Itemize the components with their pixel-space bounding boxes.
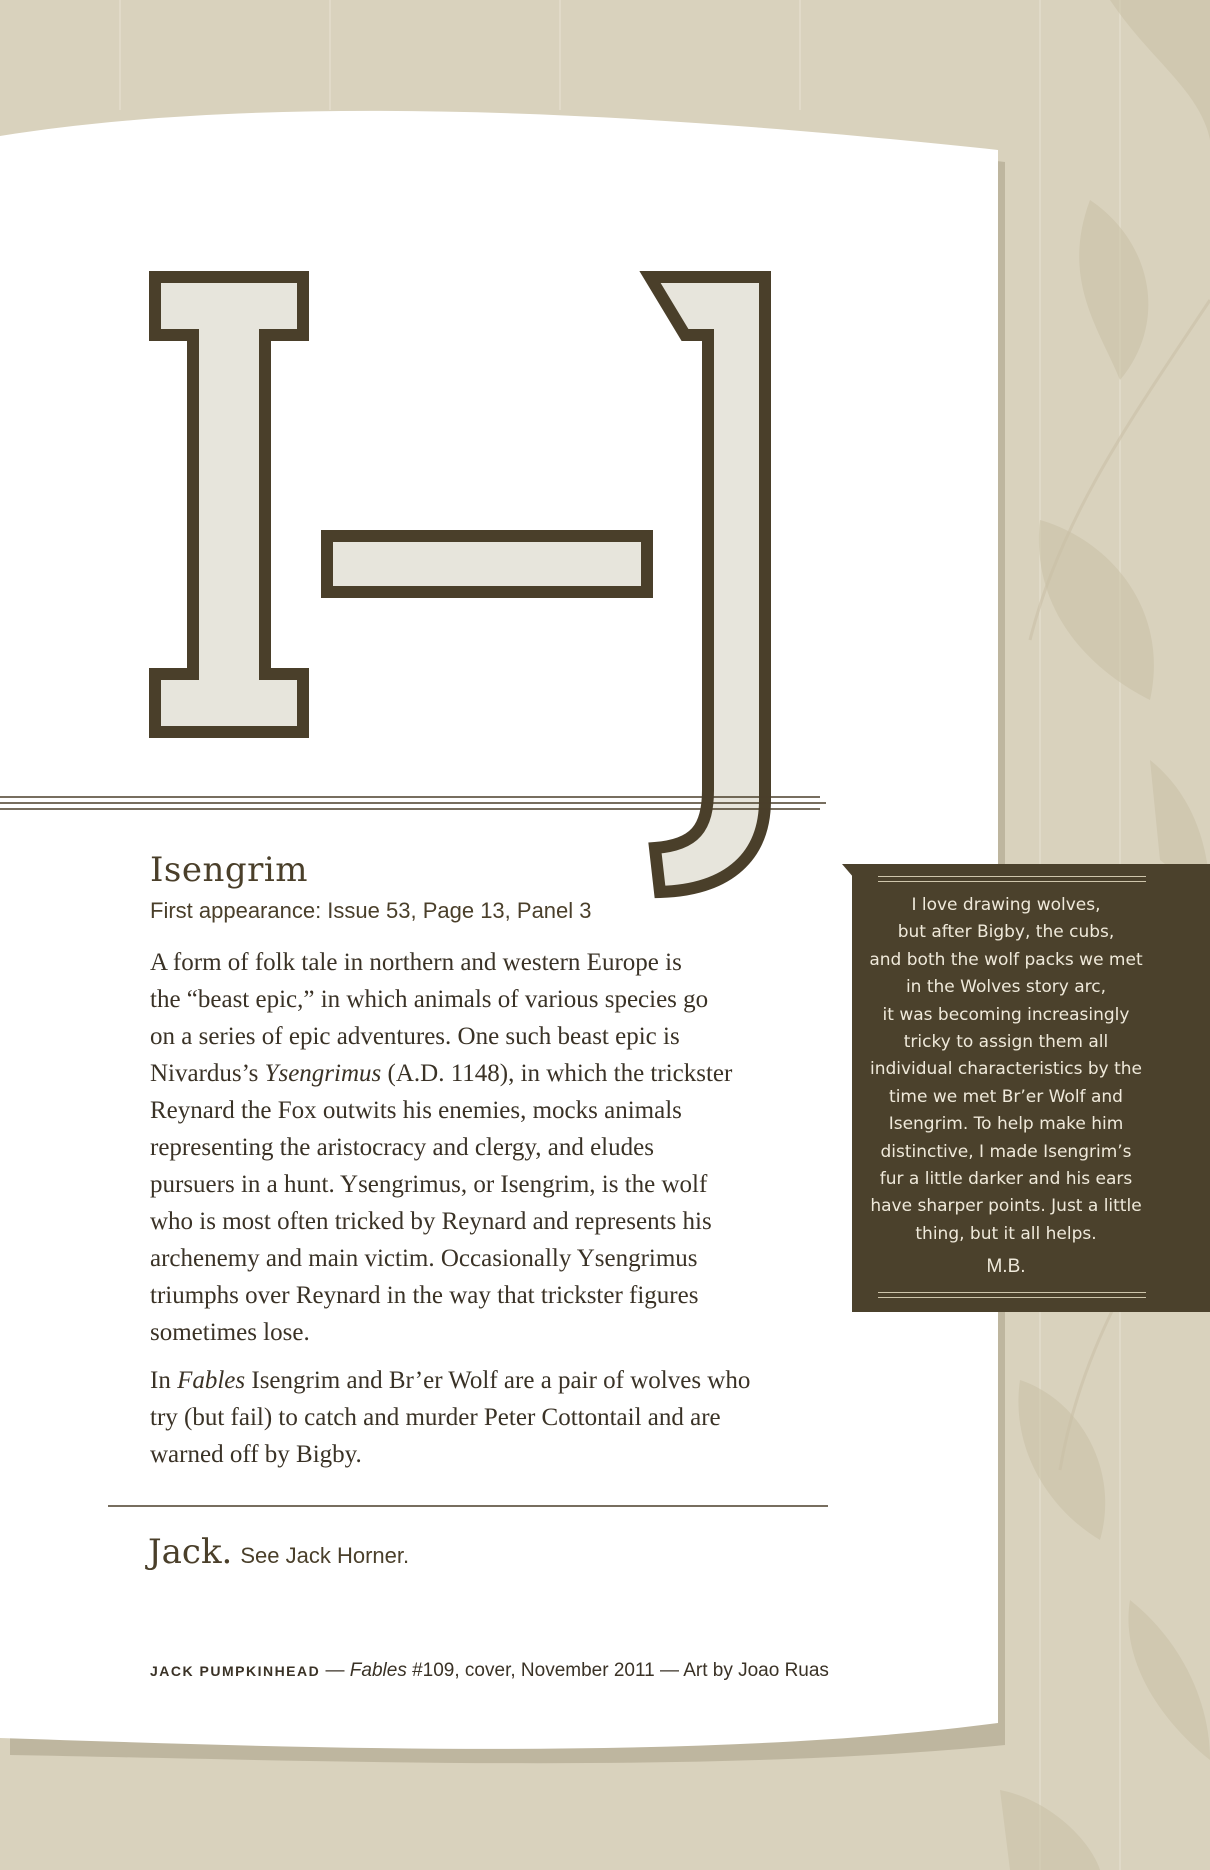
paragraph-line: who is most often tricked by Reynard and represents his (150, 1208, 712, 1235)
sidebar-line: individual characteristics by the (869, 1059, 1143, 1080)
paragraph-line: Reynard the Fox outwits his enemies, mocks animals (150, 1097, 682, 1124)
sidebar-line: in the Wolves story arc, (905, 977, 1107, 998)
paragraph-line: representing the aristocracy and clergy, and eludes (150, 1134, 654, 1161)
line-text: Nivardus’s (150, 1060, 265, 1087)
paragraph-line: try (but fail) to catch and murder Peter Cottontail and are (150, 1404, 721, 1431)
entry-title: Jack. (148, 1532, 233, 1572)
paragraph-line: sometimes lose. (150, 1319, 310, 1346)
entry-title: Isengrim (150, 850, 309, 890)
work-title: Fables (177, 1367, 246, 1394)
sidebar-rule-top (878, 876, 1146, 882)
en-dash-shape (327, 536, 647, 592)
paragraph-line: triumphs over Reynard in the way that trickster figures (150, 1282, 699, 1309)
sidebar-line: Isengrim. To help make him (888, 1114, 1124, 1135)
work-title: Ysengrimus (264, 1060, 382, 1087)
sidebar-line: it was becoming increasingly (882, 1004, 1130, 1025)
sidebar-line: have sharper points. Just a little (870, 1196, 1142, 1217)
first-appearance: First appearance: Issue 53, Page 13, Panel 3 (150, 898, 592, 923)
paragraph-line: archenemy and main victim. Occasionally Ysengrimus (150, 1245, 698, 1272)
art-caption (150, 1660, 829, 1682)
sidebar-line: fur a little darker and his ears (879, 1169, 1133, 1190)
caption-subject: JACK PUMPKINHEAD (150, 1663, 321, 1679)
sidebar-line: time we met Br’er Wolf and (889, 1086, 1123, 1107)
paragraph-line: pursuers in a hunt. Ysengrimus, or Isengrim, is the wolf (150, 1171, 708, 1198)
sidebar-note (852, 864, 1210, 1312)
entry-paragraph-2 (150, 1362, 790, 1473)
entry-paragraph-1 (150, 944, 790, 1351)
sidebar-line: distinctive, I made Isengrim’s (880, 1141, 1132, 1162)
cross-reference: See Jack Horner. (240, 1543, 410, 1568)
paragraph-line: the “beast epic,” in which animals of various species go (150, 986, 709, 1013)
sidebar-line: I love drawing wolves, (911, 895, 1101, 915)
paragraph-line: on a series of epic adventures. One such beast epic is (150, 1023, 680, 1050)
line-text: In (150, 1367, 178, 1394)
line-text: Isengrim and Br’er Wolf are a pair of wolves who (245, 1367, 751, 1394)
caption-details: #109, cover, November 2011 — Art by Joao Ruas (406, 1660, 829, 1681)
sidebar-line: tricky to assign them all (903, 1032, 1109, 1053)
paragraph-line (150, 1055, 790, 1092)
caption-separator: — (320, 1660, 350, 1681)
paragraph-line: A form of folk tale in northern and western Europe is (150, 949, 682, 976)
sidebar-rule-bottom (878, 1292, 1146, 1298)
sidebar-line: thing, but it all helps. (915, 1223, 1097, 1244)
entry-jack (148, 1532, 409, 1572)
caption-title: Fables (349, 1660, 407, 1681)
paragraph-line (150, 1362, 790, 1399)
sidebar-signature: M.B. (986, 1256, 1026, 1277)
sidebar-line: but after Bigby, the cubs, (897, 922, 1115, 943)
sidebar-line: and both the wolf packs we met (869, 949, 1143, 970)
line-text: (A.D. 1148), in which the trickster (381, 1060, 733, 1087)
sidebar-text (852, 892, 1160, 1248)
paragraph-line: warned off by Bigby. (150, 1441, 362, 1468)
